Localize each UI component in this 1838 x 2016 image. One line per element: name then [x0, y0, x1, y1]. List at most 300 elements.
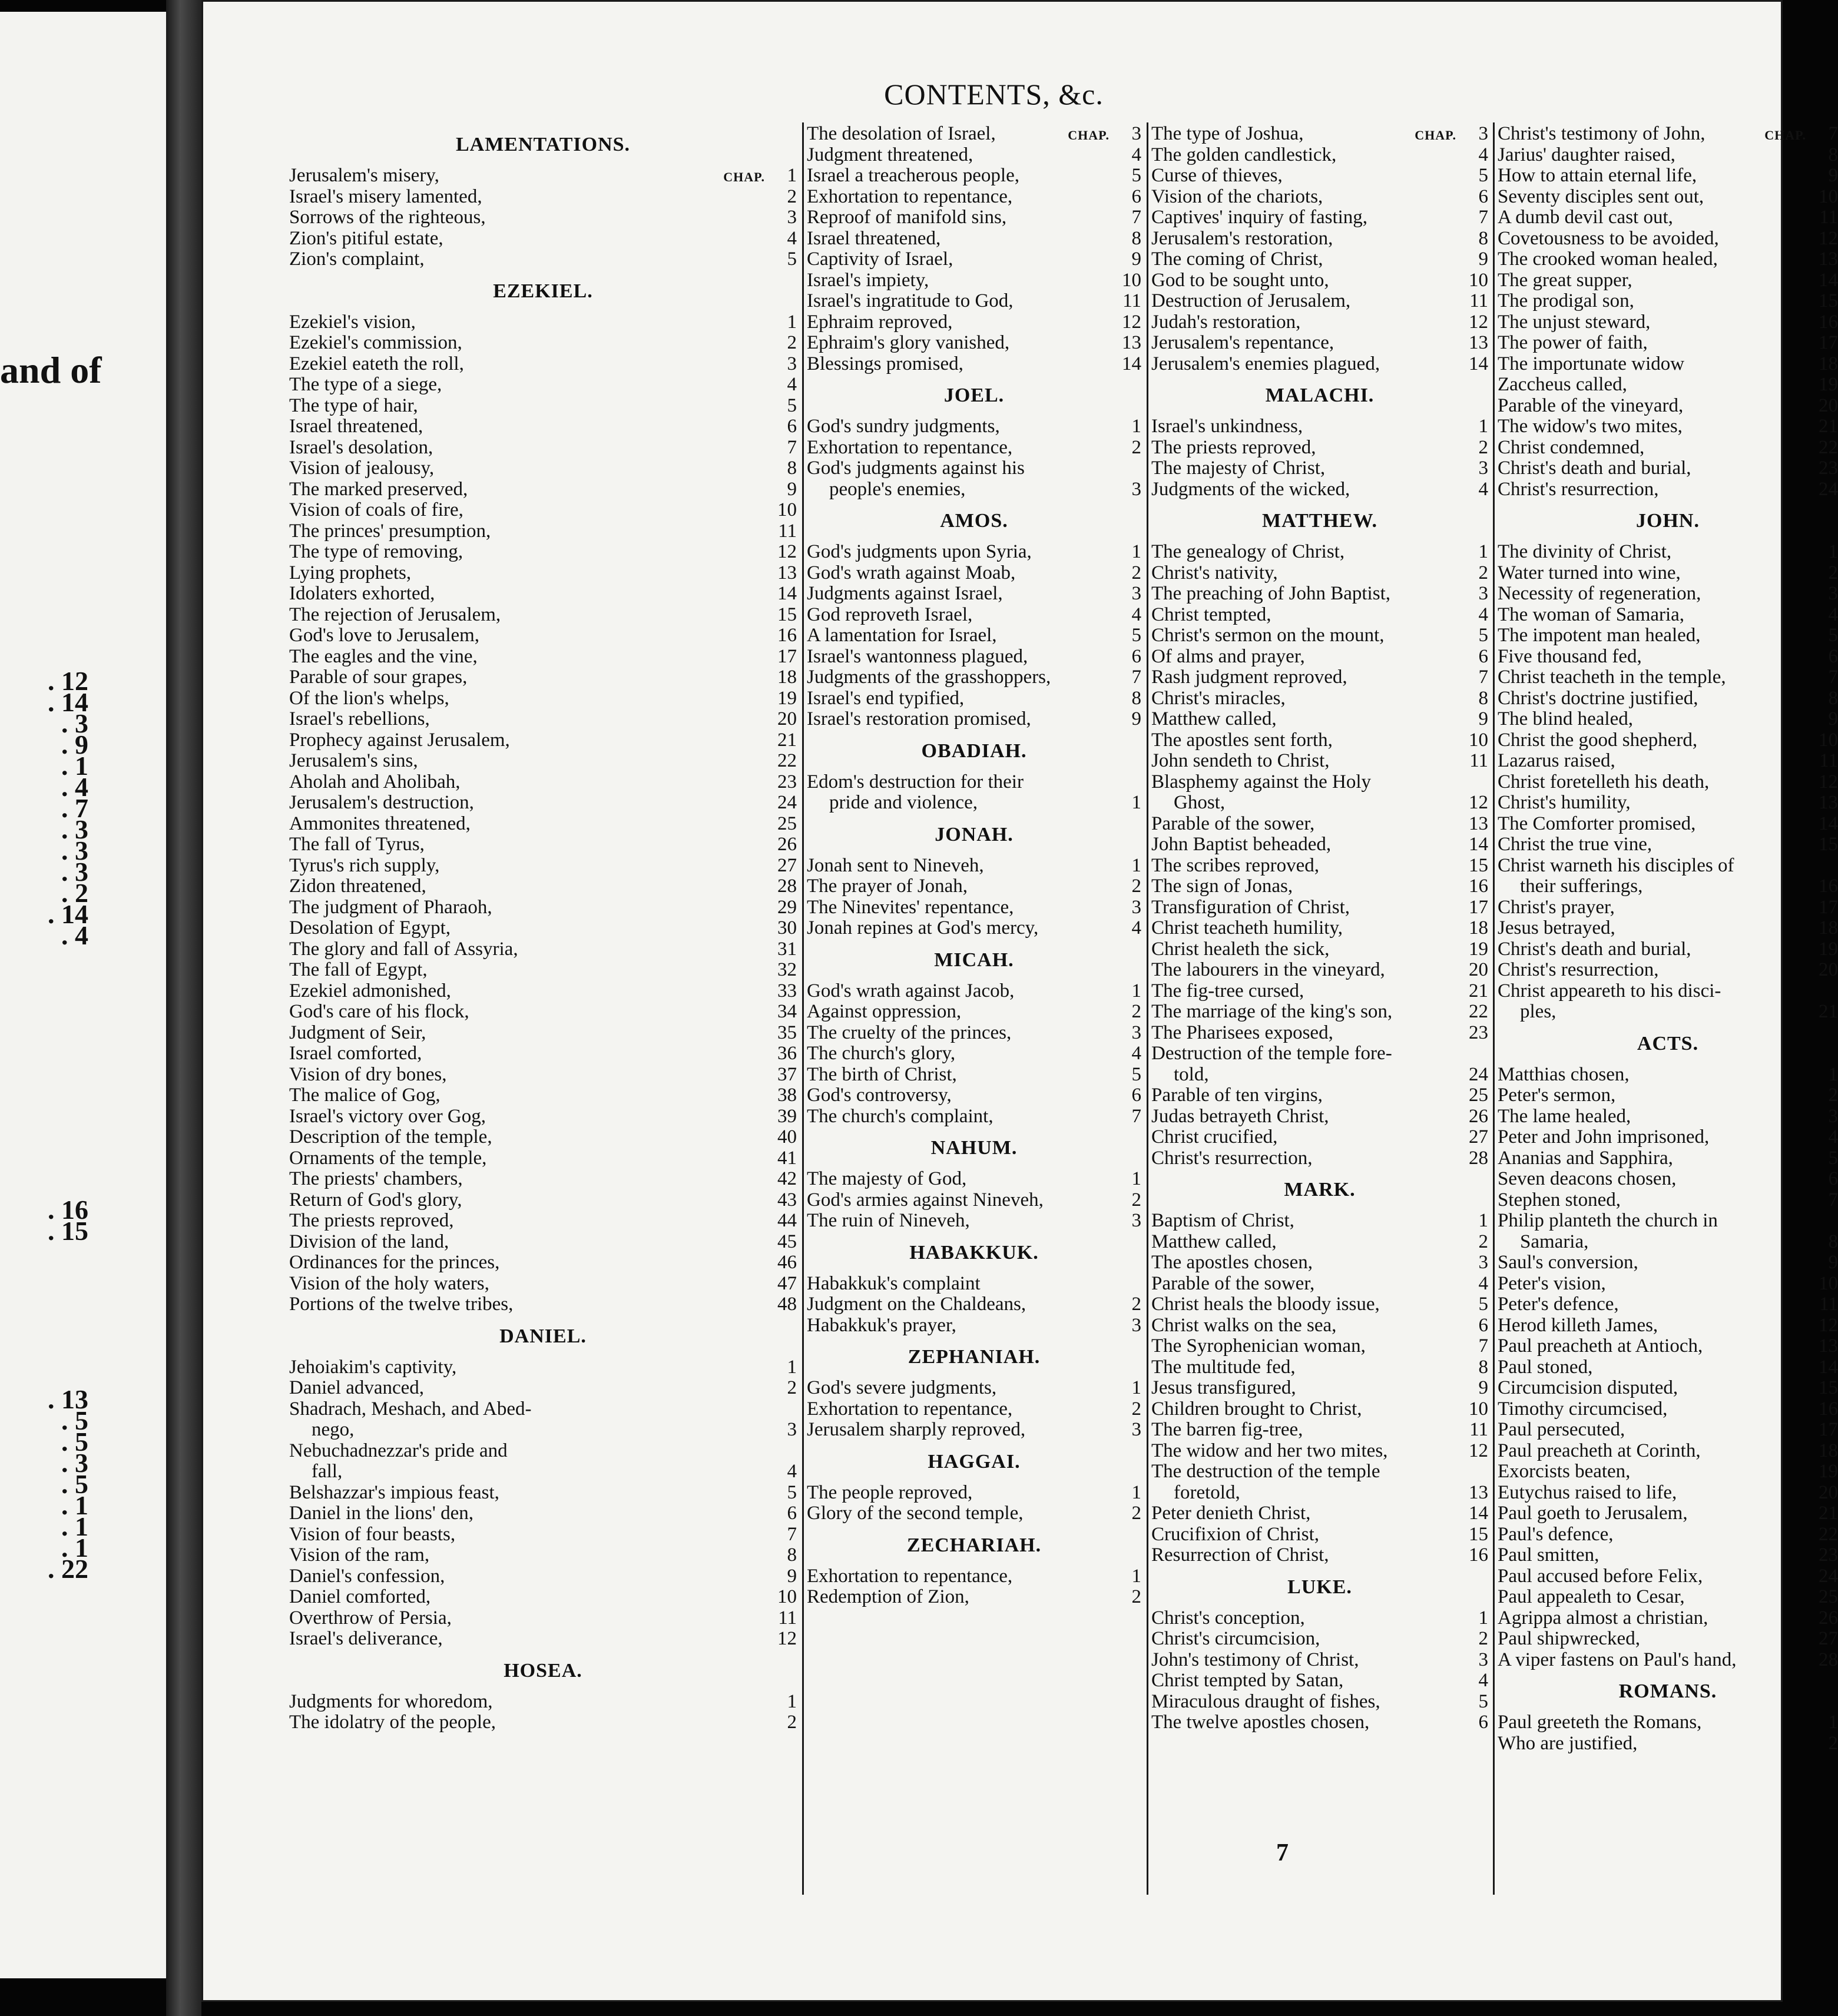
left-page-number: . 13 — [48, 1384, 88, 1414]
contents-entry — [807, 1211, 1141, 1232]
book-heading: MALACHI. — [1265, 384, 1375, 406]
chapter-number: 13 — [1469, 332, 1488, 353]
contents-entry — [1151, 249, 1488, 270]
entry-title: Christ's conception, — [1151, 1607, 1305, 1629]
contents-entry — [1151, 793, 1488, 814]
entry-title: Christ's death and burial, — [1498, 938, 1691, 960]
chapter-number: 10 — [777, 499, 797, 520]
entry-title: The Comforter promised, — [1498, 813, 1696, 834]
chapter-number: 7 — [1478, 207, 1488, 228]
entry-title: Christ's prayer, — [1498, 896, 1615, 918]
entry-title: Exhortation to repentance, — [807, 436, 1013, 458]
chapter-number: 2 — [787, 1712, 797, 1733]
contents-entry — [1498, 897, 1838, 919]
entry-title: Seventy disciples sent out, — [1498, 185, 1704, 207]
entry-title: Ornaments of the temple, — [289, 1147, 487, 1169]
chapter-number: 22 — [1469, 1001, 1488, 1022]
chapter-number: 10 — [1469, 269, 1488, 291]
entry-title: The impotent man healed, — [1498, 625, 1701, 646]
book-heading: ZEPHANIAH. — [908, 1346, 1041, 1368]
chapter-number: 2 — [1828, 1085, 1838, 1106]
chapter-number: 2 — [1131, 1398, 1141, 1420]
contents-entry — [1151, 814, 1488, 835]
entry-title: God's judgments against his — [807, 457, 1025, 479]
entry-title: The malice of Gog, — [289, 1085, 441, 1106]
contents-entry — [807, 1190, 1141, 1211]
contents-entry — [807, 165, 1141, 187]
chapter-number: 1 — [1131, 416, 1141, 437]
chap-label: CHAP. — [1764, 128, 1806, 142]
contents-entry — [1151, 1524, 1488, 1546]
contents-entry — [1151, 270, 1488, 291]
contents-entry — [1498, 1712, 1838, 1733]
entry-title: Necessity of regeneration, — [1498, 583, 1701, 604]
chapter-number: 3 — [787, 353, 797, 374]
contents-entry — [1151, 1650, 1488, 1671]
contents-entry — [1151, 1106, 1488, 1128]
entry-title: The rejection of Jerusalem, — [289, 604, 501, 625]
chapter-number: 7 — [1828, 667, 1838, 688]
entry-title: The majesty of Christ, — [1151, 457, 1326, 479]
chapter-number: 3 — [1131, 1419, 1141, 1440]
contents-entry — [807, 583, 1141, 605]
contents-entry — [1498, 563, 1838, 584]
contents-page — [201, 0, 1838, 2002]
chapter-number: 36 — [777, 1043, 797, 1064]
contents-entry — [1151, 1441, 1488, 1462]
entry-title: Christ walks on the sea, — [1151, 1314, 1337, 1336]
contents-entry — [1151, 1503, 1488, 1524]
chapter-number: 27 — [1819, 1628, 1838, 1649]
book-heading: JOHN. — [1636, 510, 1700, 532]
contents-entry — [807, 981, 1141, 1002]
contents-entry — [1498, 354, 1838, 375]
contents-entry — [1498, 1503, 1838, 1524]
entry-title: Christ's miracles, — [1151, 687, 1286, 709]
chapter-number: 12 — [1819, 1314, 1838, 1336]
contents-entry — [807, 333, 1141, 354]
chapter-number: 10 — [1819, 185, 1838, 207]
entry-title: Parable of sour grapes, — [289, 667, 468, 688]
entry-title: Sorrows of the righteous, — [289, 207, 486, 228]
entry-title: The type of removing, — [289, 541, 463, 562]
entry-title: Miraculous draught of fishes, — [1151, 1690, 1380, 1712]
entry-title: Ananias and Sapphira, — [1498, 1147, 1673, 1169]
page-number: 7 — [1276, 1839, 1289, 1866]
contents-entry — [1498, 688, 1838, 709]
left-page-number: . 3 — [61, 814, 88, 844]
contents-entry — [1498, 1566, 1838, 1587]
chapter-number: 4 — [1478, 604, 1488, 625]
chapter-number: 6 — [1131, 645, 1141, 667]
chapter-number: 8 — [1828, 144, 1838, 165]
entry-title: Judgments against Israel, — [807, 583, 1003, 604]
entry-title: Judgment of Seir, — [289, 1022, 426, 1043]
entry-title: Zion's complaint, — [289, 248, 425, 270]
contents-entry — [1151, 1670, 1488, 1692]
contents-entry — [807, 1503, 1141, 1524]
entry-title: The judgment of Pharaoh, — [289, 896, 492, 918]
entry-title: Jesus transfigured, — [1151, 1377, 1296, 1398]
chapter-number: 32 — [777, 959, 797, 980]
contents-entry — [1498, 1252, 1838, 1274]
entry-title: The unjust steward, — [1498, 311, 1651, 333]
contents-entry — [289, 1692, 797, 1713]
entry-title: Vision of the chariots, — [1151, 185, 1323, 207]
contents-entry — [1151, 437, 1488, 459]
chapter-number: 11 — [778, 1607, 797, 1629]
chapter-number: 1 — [1478, 1607, 1488, 1629]
contents-entry — [1498, 939, 1838, 960]
entry-title: Desolation of Egypt, — [289, 917, 451, 939]
contents-entry — [1151, 333, 1488, 354]
entry-title: Israel's ingratitude to God, — [807, 290, 1014, 311]
book-heading: HOSEA. — [504, 1659, 582, 1682]
entry-title: Paul preacheth at Corinth, — [1498, 1440, 1701, 1461]
entry-title: A dumb devil cast out, — [1498, 207, 1673, 228]
contents-entry — [1498, 165, 1838, 187]
contents-entry — [289, 1127, 797, 1148]
chapter-number: 8 — [787, 457, 797, 479]
contents-entry — [1498, 1483, 1838, 1504]
contents-entry — [1151, 981, 1488, 1002]
chapter-number: 26 — [777, 834, 797, 855]
contents-entry — [1151, 291, 1488, 312]
contents-entry — [289, 1252, 797, 1274]
entry-title: Paul accused before Felix, — [1498, 1565, 1703, 1587]
chapter-number: 14 — [777, 583, 797, 604]
entry-title: Israel's desolation, — [289, 436, 433, 458]
entry-title: The golden candlestick, — [1151, 144, 1337, 165]
contents-entry — [1498, 1336, 1838, 1357]
contents-entry — [807, 605, 1141, 626]
contents-entry — [1151, 897, 1488, 919]
entry-title: The importunate widow — [1498, 353, 1685, 374]
entry-title: Habakkuk's prayer, — [807, 1314, 956, 1336]
chapter-number: 19 — [1469, 938, 1488, 960]
contents-entry — [289, 228, 797, 250]
contents-entry — [1498, 1085, 1838, 1106]
contents-entry — [807, 1483, 1141, 1504]
entry-title: Of alms and prayer, — [1151, 645, 1305, 667]
contents-entry — [289, 1106, 797, 1128]
chapter-number: 2 — [1828, 562, 1838, 583]
chapter-number: 2 — [787, 1377, 797, 1398]
entry-title: Captivity of Israel, — [807, 248, 953, 270]
contents-entry — [1498, 333, 1838, 354]
chapter-number: 4 — [787, 227, 797, 249]
contents-entry — [289, 751, 797, 772]
contents-entry — [1151, 1065, 1488, 1086]
chapter-number: 3 — [1131, 1314, 1141, 1336]
book-heading: ROMANS. — [1618, 1680, 1717, 1702]
chapter-number: 7 — [1478, 667, 1488, 688]
entry-title: God's judgments upon Syria, — [807, 541, 1032, 562]
chapter-number: 7 — [1131, 1105, 1141, 1127]
left-page-number: . 5 — [61, 1405, 88, 1435]
chapter-number: 1 — [1478, 416, 1488, 437]
chapter-number: 14 — [1819, 269, 1838, 291]
entry-title: Seven deacons chosen, — [1498, 1168, 1677, 1189]
entry-title: Philip planteth the church in — [1498, 1210, 1718, 1231]
entry-title: Israel's wantonness plagued, — [807, 645, 1028, 667]
column-2 — [807, 124, 1141, 1608]
chapter-number: 15 — [1819, 1377, 1838, 1398]
chapter-number: 23 — [777, 771, 797, 793]
chapter-number: 47 — [777, 1272, 797, 1294]
contents-entry — [1498, 1294, 1838, 1315]
entry-title: God to be sought unto, — [1151, 269, 1329, 291]
chapter-number: 24 — [1819, 478, 1838, 500]
chapter-number: 8 — [1478, 687, 1488, 709]
chapter-number: 33 — [777, 980, 797, 1002]
column-divider — [1147, 122, 1148, 1895]
entry-title: The Pharisees exposed, — [1151, 1022, 1333, 1043]
chapter-number: 7 — [1828, 123, 1838, 144]
chapter-number: 15 — [1819, 834, 1838, 855]
contents-entry — [1151, 1378, 1488, 1399]
entry-title: Shadrach, Meshach, and Abed- — [289, 1398, 532, 1420]
entry-title: Ghost, — [1174, 792, 1226, 813]
left-page-number: . 2 — [61, 878, 88, 908]
chapter-number: 5 — [1478, 165, 1488, 186]
entry-title: Jerusalem's enemies plagued, — [1151, 353, 1380, 374]
entry-title: Five thousand fed, — [1498, 645, 1642, 667]
entry-title: Israel's unkindness, — [1151, 416, 1303, 437]
entry-title: Who are justified, — [1498, 1732, 1638, 1754]
chapter-number: 26 — [1469, 1105, 1488, 1127]
entry-title: Circumcision disputed, — [1498, 1377, 1678, 1398]
contents-entry — [807, 1043, 1141, 1065]
contents-entry — [807, 1378, 1141, 1399]
chapter-number: 3 — [1478, 123, 1488, 144]
contents-entry — [1498, 834, 1838, 856]
chapter-number: 4 — [1131, 604, 1141, 625]
chapter-number: 12 — [777, 1628, 797, 1649]
contents-entry — [1498, 145, 1838, 166]
chapter-number: 5 — [787, 394, 797, 416]
contents-entry — [807, 249, 1141, 270]
entry-title: God's wrath against Jacob, — [807, 980, 1015, 1002]
contents-entry — [289, 814, 797, 835]
entry-title: The marriage of the king's son, — [1151, 1001, 1393, 1022]
chapter-number: 8 — [1478, 227, 1488, 249]
contents-entry — [807, 1085, 1141, 1106]
entry-title: The Syrophenician woman, — [1151, 1335, 1366, 1357]
entry-title: Jerusalem's misery, — [289, 165, 439, 186]
entry-title: Parable of the sower, — [1151, 1272, 1315, 1294]
contents-entry — [289, 165, 797, 187]
entry-title: The fig-tree cursed, — [1151, 980, 1304, 1002]
entry-title: Water turned into wine, — [1498, 562, 1681, 583]
entry-title: Captives' inquiry of fasting, — [1151, 207, 1368, 228]
chapter-number: 28 — [1819, 1649, 1838, 1670]
chapter-number: 27 — [777, 854, 797, 876]
chapter-number: 41 — [777, 1147, 797, 1169]
chapter-number: 12 — [777, 541, 797, 562]
entry-title: The idolatry of the people, — [289, 1712, 496, 1733]
book-heading: HAGGAI. — [928, 1450, 1021, 1473]
contents-entry — [1151, 1023, 1488, 1044]
contents-entry — [1498, 291, 1838, 312]
chapter-number: 23 — [1469, 1022, 1488, 1043]
contents-entry — [807, 1587, 1141, 1608]
contents-entry — [289, 1002, 797, 1023]
entry-title: Israel a treacherous people, — [807, 165, 1019, 186]
chapter-number: 28 — [1469, 1147, 1488, 1169]
chapter-number: 2 — [1478, 562, 1488, 583]
contents-entry — [289, 312, 797, 333]
entry-title: Paul stoned, — [1498, 1356, 1593, 1378]
chapter-number: 5 — [1131, 165, 1141, 186]
entry-title: Ephraim's glory vanished, — [807, 332, 1010, 353]
contents-entry — [807, 124, 1141, 145]
chapter-number: 24 — [777, 792, 797, 813]
chapter-number: 3 — [1131, 1022, 1141, 1043]
contents-entry — [289, 458, 797, 479]
entry-title: Israel's deliverance, — [289, 1628, 443, 1649]
contents-entry — [1498, 1461, 1838, 1483]
entry-title: The fall of Egypt, — [289, 959, 428, 980]
contents-entry — [807, 1002, 1141, 1023]
chapter-number: 22 — [777, 750, 797, 771]
contents-entry — [1498, 1274, 1838, 1295]
contents-entry — [289, 187, 797, 208]
book-heading: JOEL. — [943, 384, 1005, 406]
chapter-number: 4 — [1478, 1670, 1488, 1691]
entry-title: Destruction of the temple fore- — [1151, 1043, 1392, 1064]
contents-entry — [807, 667, 1141, 688]
chapter-number: 16 — [1819, 876, 1838, 897]
contents-entry — [1151, 1148, 1488, 1169]
entry-title: The princes' presumption, — [289, 520, 491, 542]
contents-entry — [1151, 1043, 1488, 1065]
entry-title: The widow's two mites, — [1498, 416, 1683, 437]
chapter-number: 46 — [777, 1252, 797, 1273]
contents-entry — [1498, 396, 1838, 417]
entry-title: Christ's resurrection, — [1498, 478, 1659, 500]
contents-entry — [289, 437, 797, 459]
entry-title: Jonah sent to Nineveh, — [807, 854, 984, 876]
book-heading: MICAH. — [934, 949, 1014, 971]
entry-title: Christ tempted, — [1151, 604, 1271, 625]
left-page-number: . 3 — [61, 857, 88, 887]
chapter-number: 6 — [1478, 1712, 1488, 1733]
chapter-number: 37 — [777, 1063, 797, 1085]
contents-entry — [1498, 1127, 1838, 1148]
contents-entry — [1498, 479, 1838, 500]
entry-title: God's wrath against Moab, — [807, 562, 1016, 583]
entry-title: Resurrection of Christ, — [1151, 1544, 1329, 1566]
left-page-number: . 5 — [61, 1469, 88, 1499]
contents-entry — [1151, 1315, 1488, 1337]
contents-entry — [1151, 751, 1488, 772]
contents-entry — [807, 772, 1141, 793]
chapter-number: 14 — [1469, 1503, 1488, 1524]
entry-title: The woman of Samaria, — [1498, 604, 1685, 625]
contents-entry — [289, 333, 797, 354]
contents-entry — [807, 1566, 1141, 1587]
chapter-number: 18 — [1819, 353, 1838, 374]
chapter-number: 4 — [1478, 1272, 1488, 1294]
contents-entry — [1151, 1608, 1488, 1629]
entry-title: ples, — [1520, 1001, 1556, 1022]
entry-title: Covetousness to be avoided, — [1498, 227, 1719, 249]
chapter-number: 1 — [1131, 854, 1141, 876]
chapter-number: 5 — [1828, 1147, 1838, 1169]
entry-title: The scribes reproved, — [1151, 854, 1319, 876]
entry-title: Jerusalem sharply reproved, — [807, 1419, 1026, 1440]
entry-title: Idolaters exhorted, — [289, 583, 435, 604]
contents-entry — [1151, 1085, 1488, 1106]
entry-title: Peter's sermon, — [1498, 1085, 1616, 1106]
entry-title: Return of God's glory, — [289, 1189, 462, 1211]
chapter-number: 17 — [1469, 896, 1488, 918]
contents-entry — [1151, 876, 1488, 897]
chapter-number: 1 — [1131, 1565, 1141, 1587]
chapter-number: 6 — [1478, 1314, 1488, 1336]
entry-title: Israel threatened, — [807, 227, 941, 249]
entry-title: The type of Joshua, — [1151, 123, 1304, 144]
chapter-number: 2 — [1478, 1628, 1488, 1649]
contents-entry — [1151, 228, 1488, 250]
book-heading: HABAKKUK. — [909, 1241, 1039, 1264]
entry-title: The apostles chosen, — [1151, 1252, 1313, 1273]
chapter-number: 16 — [1469, 876, 1488, 897]
entry-title: Parable of ten virgins, — [1151, 1085, 1323, 1106]
contents-entry — [807, 312, 1141, 333]
contents-entry — [1151, 1232, 1488, 1253]
entry-title: Vision of the ram, — [289, 1544, 430, 1566]
chap-label: CHAP. — [1068, 128, 1110, 142]
chapter-number: 20 — [1819, 1481, 1838, 1503]
entry-title: Christ warneth his disciples of — [1498, 854, 1734, 876]
contents-entry — [1498, 312, 1838, 333]
entry-title: Jerusalem's destruction, — [289, 792, 474, 813]
contents-entry — [1498, 1002, 1838, 1023]
entry-title: Ezekiel's vision, — [289, 311, 416, 333]
book-heading: OBADIAH. — [921, 740, 1027, 762]
book-heading: JONAH. — [935, 823, 1014, 845]
chapter-number: 10 — [1819, 729, 1838, 751]
entry-title: Christ healeth the sick, — [1151, 938, 1330, 960]
chapter-number: 2 — [1131, 1001, 1141, 1022]
contents-entry — [1151, 1692, 1488, 1713]
contents-entry — [1498, 625, 1838, 646]
contents-entry — [1498, 1524, 1838, 1546]
entry-title: The type of hair, — [289, 394, 418, 416]
contents-entry — [1151, 145, 1488, 166]
entry-title: The crooked woman healed, — [1498, 248, 1718, 270]
chapter-number: 1 — [787, 311, 797, 333]
contents-entry — [289, 583, 797, 605]
contents-entry — [807, 291, 1141, 312]
left-page-number: . 3 — [61, 835, 88, 866]
entry-title: Christ's nativity, — [1151, 562, 1278, 583]
left-page-number: . 9 — [61, 730, 88, 760]
entry-title: The lame healed, — [1498, 1105, 1631, 1127]
entry-title: Jerusalem's repentance, — [1151, 332, 1334, 353]
entry-title: Christ teacheth in the temple, — [1498, 667, 1726, 688]
contents-entry — [289, 1566, 797, 1587]
contents-entry — [289, 1232, 797, 1253]
entry-title: The labourers in the vineyard, — [1151, 959, 1385, 980]
chapter-number: 3 — [1131, 583, 1141, 604]
entry-title: Ephraim reproved, — [807, 311, 953, 333]
chapter-number: 3 — [1478, 1649, 1488, 1670]
contents-entry — [1498, 270, 1838, 291]
contents-entry — [1498, 1420, 1838, 1441]
